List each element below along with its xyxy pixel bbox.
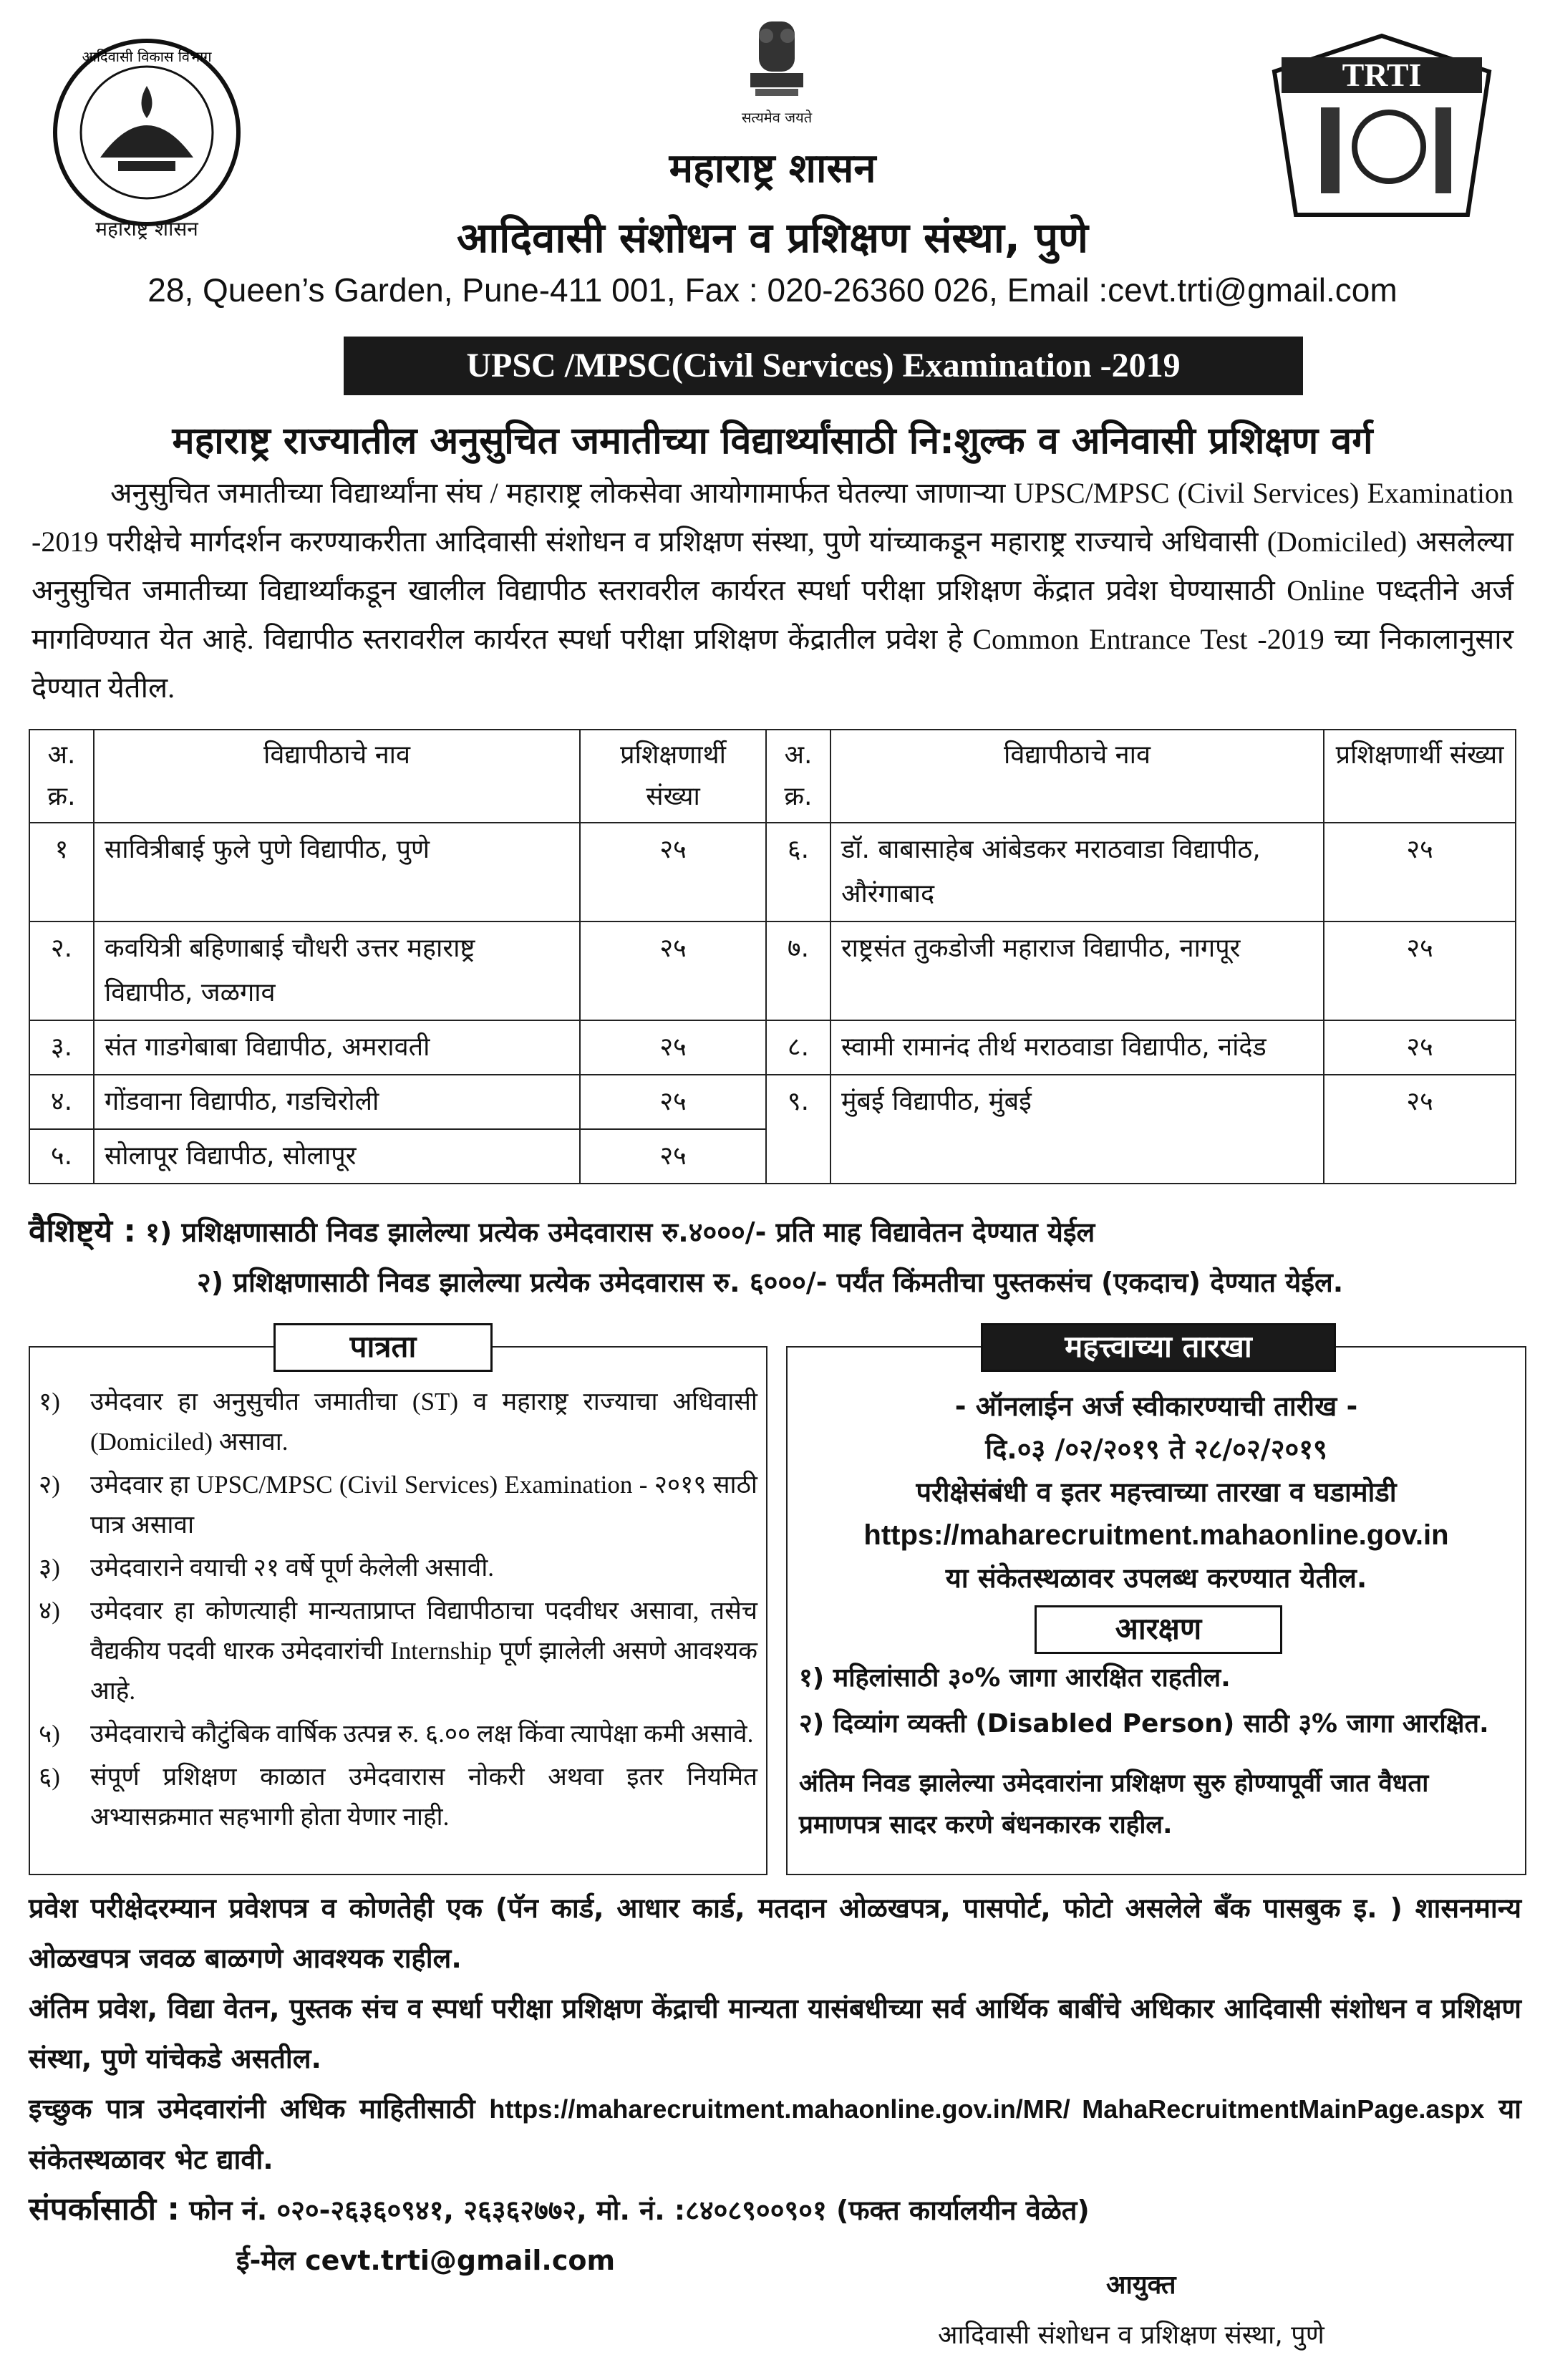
- online-application-label: - ऑनलाईन अर्ज स्वीकारण्याची तारीख -: [954, 1390, 1358, 1422]
- university-name-cell: सोलापूर विद्यापीठ, सोलापूर: [94, 1129, 580, 1184]
- university-name-cell: संत गाडगेबाबा विद्यापीठ, अमरावती: [94, 1020, 580, 1075]
- recruitment-website-link[interactable]: https://maharecruitment.mahaonline.gov.in: [863, 1519, 1449, 1551]
- svg-text:TRTI: TRTI: [1342, 57, 1422, 93]
- more-info-paragraph: इच्छुक पात्र उमेदवारांनी अधिक माहितीसाठी https://maharecruitment.mahaonline.gov.in/MR/ MahaRecruitmentMainPage.aspx या संकेतस्थळावर भेट द्यावी.: [29, 2093, 1521, 2175]
- features-label: वैशिष्ट्ये :: [29, 1213, 136, 1249]
- sr-cell: ६.: [766, 823, 830, 921]
- reservation-note: अंतिम निवड झालेल्या उमेदवारांना प्रशिक्षण सुरु होण्यापूर्वी जात वैधता प्रमाणपत्र सादर करणे बंधनकारक राहील.: [799, 1769, 1429, 1839]
- contact-email[interactable]: ई-मेल cevt.trti@gmail.com: [236, 2245, 616, 2276]
- table-row: [29, 823, 1516, 921]
- sr-cell: ५.: [29, 1129, 94, 1184]
- col-name-header: विद्यापीठाचे नाव: [830, 730, 1324, 823]
- left-logo-caption: महाराष्ट्र शासन: [95, 217, 198, 241]
- list-item: ४) उमेदवार हा कोणत्याही मान्यताप्राप्त विद्यापीठाचा पदवीधर असावा, तसेच वैद्यकीय पदवी धारक उमेदवारांची Internship पूर्ण झालेली असणे आवश्यक आहे.: [39, 1597, 757, 1705]
- dates-info-tail: या संकेतस्थळावर उपलब्ध करण्यात येतील.: [945, 1562, 1367, 1594]
- university-name-cell: डॉ. बाबासाहेब आंबेडकर मराठवाडा विद्यापीठ, औरंगाबाद: [830, 823, 1324, 921]
- list-item: ६) संपूर्ण प्रशिक्षण काळात उमेदवारास नोकरी अथवा इतर नियमित अभ्यासक्रमात सहभागी होता येणार नाही.: [39, 1763, 757, 1831]
- col-sr-header: अ. क्र.: [29, 730, 94, 823]
- count-cell: २५: [580, 1020, 766, 1075]
- recruitment-page-link[interactable]: https://maharecruitment.mahaonline.gov.in/MR/ MahaRecruitmentMainPage.aspx: [489, 2094, 1485, 2124]
- govt-title: महाराष्ट्र शासन: [669, 145, 876, 192]
- col-count-header: प्रशिक्षणार्थी संख्या: [580, 730, 766, 823]
- signatory-title: आयुक्त: [1106, 2270, 1176, 2300]
- footer-section: [29, 1883, 1521, 2285]
- list-item: २) दिव्यांग व्यक्ती (Disabled Person) साठी ३% जागा आरक्षित.: [799, 1709, 1489, 1738]
- count-cell: २५: [1324, 1020, 1516, 1075]
- authority-paragraph: अंतिम प्रवेश, विद्या वेतन, पुस्तक संच व स्पर्धा परीक्षा प्रशिक्षण केंद्राची मान्यता यासंबधीच्या सर्व आर्थिक बाबींचे अधिकार आदिवासी संशोधन व प्रशिक्षण संस्था, पुणे यांचेकडे असतील.: [29, 1993, 1521, 2074]
- eligibility-box: [29, 1329, 767, 1875]
- list-item: १) महिलांसाठी ३०% जागा आरक्षित राहतील.: [799, 1663, 1231, 1693]
- dates-info-text: परीक्षेसंबंधी व इतर महत्त्वाच्या तारखा व घडामोडी: [916, 1476, 1397, 1508]
- list-item: ५) उमेदवाराचे कौटुंबिक वार्षिक उत्पन्न रु. ६.०० लक्ष किंवा त्यापेक्षा कमी असावे.: [39, 1720, 754, 1748]
- table-row: [29, 1020, 1516, 1075]
- intro-paragraph: [32, 469, 1513, 712]
- count-cell: २५: [580, 1075, 766, 1129]
- count-cell: २५: [580, 1129, 766, 1184]
- institute-address: 28, Queen’s Garden, Pune-411 001, Fax : 020-26360 026, Email :cevt.trti@gmail.com: [147, 271, 1398, 309]
- exam-banner: UPSC /MPSC(Civil Services) Examination -2019: [344, 337, 1303, 395]
- notice-subheading: महाराष्ट्र राज्यातील अनुसुचित जमातीच्या विद्यार्थ्यांसाठी नि:शुल्क व अनिवासी प्रशिक्षण वर्ग: [172, 420, 1373, 463]
- feature-item: १) प्रशिक्षणासाठी निवड झालेल्या प्रत्येक उमेदवारास रु.४०००/- प्रति माह विद्यावेतन देण्यात येईल: [145, 1216, 1095, 1248]
- sr-cell: १: [29, 823, 94, 921]
- reservation-title: आरक्षण: [1035, 1605, 1282, 1654]
- sr-cell: ३.: [29, 1020, 94, 1075]
- university-name-cell: मुंबई विद्यापीठ, मुंबई: [830, 1075, 1324, 1184]
- count-cell: २५: [1324, 921, 1516, 1020]
- intro-text: अनुसुचित जमातीच्या विद्यार्थ्यांना संघ / महाराष्ट्र लोकसेवा आयोगामार्फत घेतल्या जाणाऱ्या UPSC/MPSC (Civil Services) Examination -2019 परीक्षेचे मार्गदर्शन करण्याकरीता आदिवासी संशोधन व प्रशिक्षण संस्था, पुणे यांच्याकडून महाराष्ट्र राज्याचे अधिवासी (Domiciled) असलेल्या अनुसुचित जमातीच्या विद्यार्थ्यांकडून खालील विद्यापीठ स्तरावरील कार्यरत स्पर्धा परीक्षा प्रशिक्षण केंद्रात प्रवेश घेण्यासाठी Online पध्दतीने अर्ज मागविण्यात येत आहे. विद्यापीठ स्तरावरील कार्यरत स्पर्धा परीक्षा प्रशिक्षण केंद्रातील प्रवेश हे Common Entrance Test -2019 च्या निकालानुसार देण्यात येतील.: [32, 477, 1513, 704]
- eligibility-list: [39, 1382, 757, 1840]
- col-sr-header: अ. क्र.: [766, 730, 830, 823]
- sr-cell: ८.: [766, 1020, 830, 1075]
- important-dates-title: महत्त्वाच्या तारखा: [981, 1323, 1336, 1372]
- signatory-organisation: आदिवासी संशोधन व प्रशिक्षण संस्था, पुणे: [938, 2321, 1324, 2350]
- list-item: १) उमेदवार हा अनुसुचीत जमातीचा (ST) व महाराष्ट्र राज्याचा अधिवासी (Domiciled) असावा.: [39, 1388, 757, 1456]
- sr-cell: ४.: [29, 1075, 94, 1129]
- id-proof-paragraph: प्रवेश परीक्षेदरम्यान प्रवेशपत्र व कोणतेही एक (पॅन कार्ड, आधार कार्ड, मतदान ओळखपत्र, पासपोर्ट, फोटो असलेले बँक पासबुक इ. ) शासनमान्य ओळखपत्र जवळ बाळगणे आवश्यक राहील.: [29, 1892, 1521, 1974]
- university-name-cell: कवयित्री बहिणाबाई चौधरी उत्तर महाराष्ट्र विद्यापीठ, जळगाव: [94, 921, 580, 1020]
- university-name-cell: स्वामी रामानंद तीर्थ मराठवाडा विद्यापीठ, नांदेड: [830, 1020, 1324, 1075]
- count-cell: २५: [1324, 823, 1516, 921]
- eligibility-title: पात्रता: [273, 1323, 493, 1372]
- contact-phone: फोन नं. ०२०-२६३६०९४१, २६३६२७७२, मो. नं. :८४०८९००९०१ (फक्त कार्यालयीन वेळेत): [189, 2195, 1090, 2226]
- tribal-department-logo-icon: [50, 36, 243, 229]
- emblem-caption: सत्यमेव जयते: [741, 109, 813, 126]
- reservation-list: [799, 1655, 1515, 1747]
- count-cell: २५: [580, 823, 766, 921]
- application-date-range: दि.०३ /०२/२०१९ ते २८/०२/२०१९: [985, 1433, 1327, 1465]
- header: [0, 0, 1545, 315]
- col-name-header: विद्यापीठाचे नाव: [94, 730, 580, 823]
- feature-item: २) प्रशिक्षणासाठी निवड झालेल्या प्रत्येक उमेदवारास रु. ६०००/- पर्यंत किंमतीचा पुस्तकसंच (एकदाच) देण्यात येईल.: [197, 1267, 1344, 1298]
- list-item: ३) उमेदवाराने वयाची २१ वर्षे पूर्ण केलेली असावी.: [39, 1554, 495, 1582]
- institute-title: आदिवासी संशोधन व प्रशिक्षण संस्था, पुणे: [457, 213, 1088, 262]
- contact-label: संपर्कासाठी :: [29, 2191, 180, 2227]
- contact-line: [29, 2185, 1521, 2235]
- list-item: २) उमेदवार हा UPSC/MPSC (Civil Services) Examination - २०१९ साठी पात्र असावा: [39, 1471, 757, 1539]
- university-name-cell: राष्ट्रसंत तुकडोजी महाराज विद्यापीठ, नागपूर: [830, 921, 1324, 1020]
- table-row: [29, 1075, 1516, 1129]
- table-header-row: [29, 730, 1516, 823]
- important-dates-box: [786, 1329, 1526, 1875]
- dates-block: [788, 1385, 1525, 1600]
- university-name-cell: गोंडवाना विद्यापीठ, गडचिरोली: [94, 1075, 580, 1129]
- university-table: [29, 729, 1516, 1184]
- features-section: [29, 1206, 1532, 1307]
- col-count-header: प्रशिक्षणार्थी संख्या: [1324, 730, 1516, 823]
- svg-text:आदिवासी विकास विभाग: आदिवासी विकास विभाग: [82, 48, 212, 65]
- sr-cell: २.: [29, 921, 94, 1020]
- count-cell: २५: [580, 921, 766, 1020]
- university-name-cell: सावित्रीबाई फुले पुणे विद्यापीठ, पुणे: [94, 823, 580, 921]
- sr-cell: ७.: [766, 921, 830, 1020]
- count-cell: २५: [1324, 1075, 1516, 1184]
- sr-cell: ९.: [766, 1075, 830, 1184]
- table-row: [29, 921, 1516, 1020]
